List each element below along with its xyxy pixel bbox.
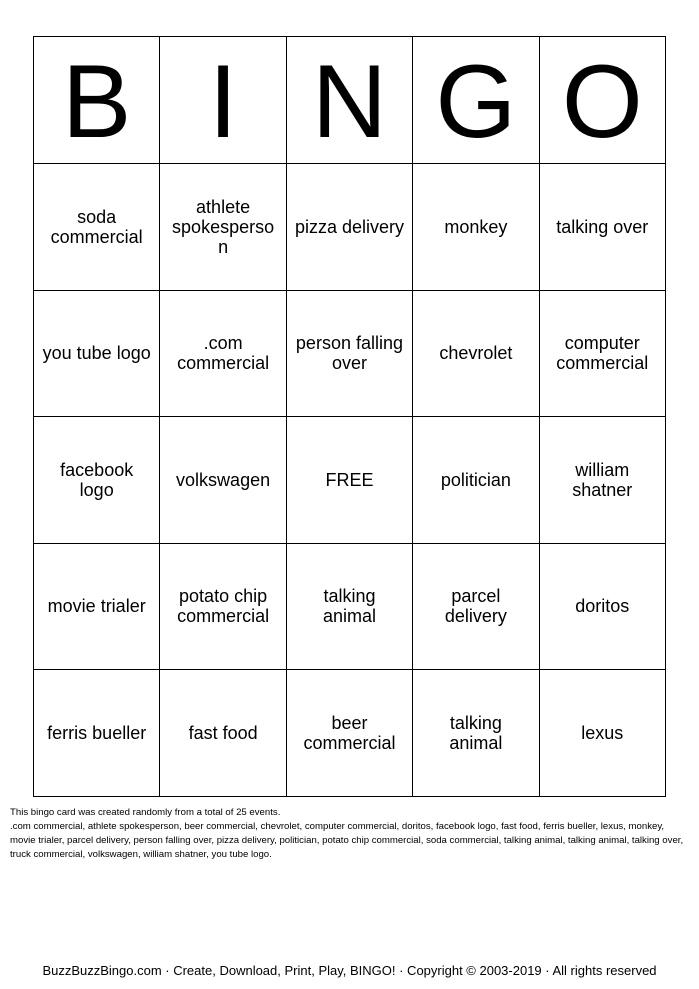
bingo-cell xyxy=(34,670,160,797)
bingo-cell xyxy=(413,670,539,797)
bingo-cell xyxy=(34,543,160,670)
bingo-cell-text: politician xyxy=(440,469,511,490)
bingo-card xyxy=(33,36,666,797)
bingo-cell xyxy=(413,290,539,417)
bingo-cell-text: FREE xyxy=(325,469,374,490)
bingo-cell xyxy=(539,417,665,544)
bingo-header-row xyxy=(34,37,666,164)
bingo-cell-text: talking over xyxy=(556,216,649,237)
bingo-cell-text: .com commercial xyxy=(177,333,270,374)
header-letter-g: G xyxy=(413,37,539,164)
bingo-cell xyxy=(160,670,286,797)
bingo-cell-text: talking animal xyxy=(322,586,376,627)
bingo-cell xyxy=(413,543,539,670)
bingo-cell-text: person falling over xyxy=(295,333,403,374)
header-letter-i: I xyxy=(160,37,286,164)
bingo-cell-text: lexus xyxy=(581,722,624,743)
bingo-cell xyxy=(34,164,160,291)
bingo-cell xyxy=(160,290,286,417)
bingo-cell-text: doritos xyxy=(575,596,630,617)
bingo-cell xyxy=(539,290,665,417)
bingo-cell xyxy=(160,164,286,291)
bingo-cell xyxy=(539,164,665,291)
events-list: .com commercial, athlete spokesperson, beer commercial, chevrolet, computer commercial, doritos, facebook logo, fast food, ferris bueller, lexus, monkey, movie trialer, parcel delivery, person falling over, pizza delivery, politician, potato chip commercial, soda commercial, talking animal, talking animal, talking over, truck commercial, volkswagen, william shatner, you tube logo. xyxy=(10,821,684,860)
bingo-cell-text: volkswagen xyxy=(176,469,271,490)
header-letter-o: O xyxy=(539,37,665,164)
bingo-cell xyxy=(160,543,286,670)
bingo-cell xyxy=(160,417,286,544)
bingo-cell-text: facebook logo xyxy=(60,459,134,500)
bingo-cell-text: potato chip commercial xyxy=(177,586,270,627)
bingo-cell xyxy=(34,290,160,417)
bingo-cell-text: athlete spokesperson xyxy=(172,196,275,257)
bingo-cell xyxy=(286,290,412,417)
bingo-free-cell xyxy=(286,417,412,544)
bingo-row xyxy=(34,543,666,670)
bingo-cell-text: computer commercial xyxy=(556,333,649,374)
bingo-cell xyxy=(539,670,665,797)
bingo-cell-text: chevrolet xyxy=(439,343,513,364)
bingo-cell-text: beer commercial xyxy=(303,712,396,753)
bingo-cell-text: movie trialer xyxy=(47,596,146,617)
page-footer: BuzzBuzzBingo.com · Create, Download, Print, Play, BINGO! · Copyright © 2003-2019 · All rights reserved xyxy=(42,963,657,978)
bingo-cell xyxy=(286,164,412,291)
header-letter-b: B xyxy=(34,37,160,164)
created-note: This bingo card was created randomly from a total of 25 events. xyxy=(10,807,281,818)
bingo-row xyxy=(34,670,666,797)
bingo-row xyxy=(34,417,666,544)
bingo-cell-text: soda commercial xyxy=(50,206,143,247)
bingo-cell-text: monkey xyxy=(444,216,508,237)
bingo-cell xyxy=(286,670,412,797)
bingo-row xyxy=(34,290,666,417)
bingo-cell-text: you tube logo xyxy=(42,343,151,364)
bingo-cell xyxy=(413,164,539,291)
bingo-cell xyxy=(286,543,412,670)
bingo-cell xyxy=(539,543,665,670)
card-notes xyxy=(10,806,690,862)
bingo-cell xyxy=(34,417,160,544)
bingo-cell-text: pizza delivery xyxy=(294,216,404,237)
header-letter-n: N xyxy=(286,37,412,164)
bingo-cell xyxy=(413,417,539,544)
bingo-cell-text: parcel delivery xyxy=(444,586,507,627)
bingo-cell-text: talking animal xyxy=(449,712,503,753)
bingo-row xyxy=(34,164,666,291)
bingo-cell-text: william shatner xyxy=(572,459,633,500)
bingo-cell-text: ferris bueller xyxy=(47,722,147,743)
bingo-cell-text: fast food xyxy=(188,722,258,743)
